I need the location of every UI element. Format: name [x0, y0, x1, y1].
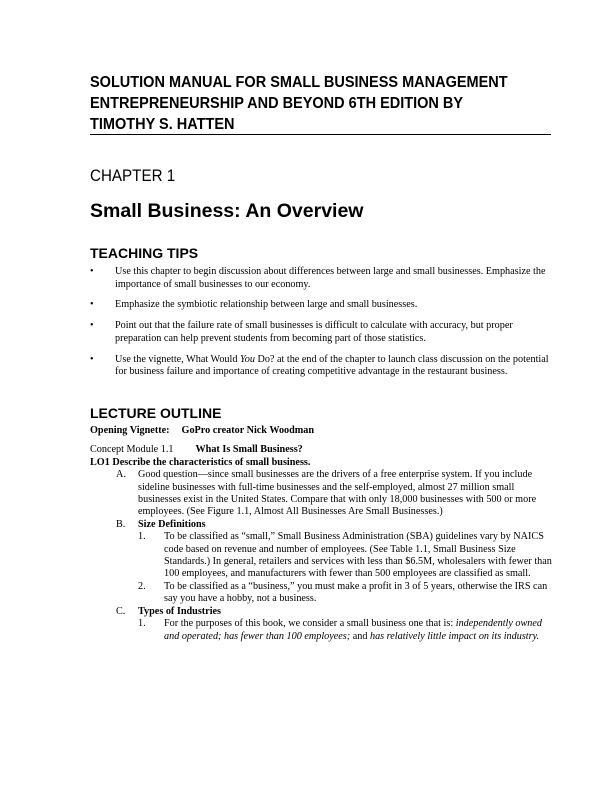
list-item: [90, 299, 550, 312]
document-title: SOLUTION MANUAL FOR SMALL BUSINESS MANAGEMENT ENTREPRENEURSHIP AND BEYOND 6TH EDITION BY TIMOTHY S. HATTEN: [90, 74, 508, 133]
outline-subitem: [90, 618, 552, 643]
learning-objective-1: LO1 Describe the characteristics of small business.: [90, 456, 311, 468]
outline-text: To be classified as a “business,” you must make a profit in 3 of 5 years, otherwise the IRS can say you have a hobby, not a business.: [164, 580, 548, 605]
tip-text-after: Do? at the end of the chapter to launch class discussion on the potential for business failure and importance of creating competitive advantage in the restaurant business.: [115, 353, 549, 378]
chapter-label: CHAPTER 1: [90, 167, 176, 185]
outline-text-italic: has relatively little impact on its industry.: [369, 630, 540, 642]
outline-subheading: Types of Industries: [138, 605, 222, 617]
concept-module: [90, 444, 552, 456]
outline-subitem: [90, 531, 552, 581]
outline-text: To be classified as “small,” Small Business Administration (SBA) guidelines vary by NAICS code based on revenue and number of employees. (See Table 1.1, Small Business Size Standards.) In general, retailers and services with less than $6.5M, wholesalers with fewer than 100 employees, and manufacturers with fewer than 500 employees are classified as small.: [164, 531, 552, 580]
outline-subitem: [90, 581, 552, 606]
outline-text-italic: independently owned and operated; has fewer than 100 employees;: [164, 618, 543, 642]
tip-text-before: Use the vignette, What Would: [115, 353, 240, 365]
outline-marker: 1.: [138, 531, 146, 543]
opening-vignette: [90, 425, 552, 437]
outline-item-a: [90, 469, 552, 519]
teaching-tips-list: [90, 266, 550, 387]
outline-marker: C.: [116, 605, 126, 617]
outline-text-before: For the purposes of this book, we consider a small business one that is:: [164, 618, 456, 630]
title-rule: [90, 134, 551, 135]
outline-marker: 1.: [138, 618, 146, 630]
module-label: Concept Module 1.1: [90, 444, 174, 456]
outline-marker: 2.: [138, 580, 146, 592]
tip-text: Point out that the failure rate of small businesses is difficult to calculate with accuracy, but proper preparation can help prevent students from becoming part of those statistics.: [115, 320, 513, 344]
teaching-tips-heading: TEACHING TIPS: [90, 245, 199, 261]
bullet-icon: •: [90, 266, 94, 277]
tip-text: Use this chapter to begin discussion about differences between large and small businesses. Emphasize the importance of small businesses to our economy.: [115, 266, 546, 290]
outline-marker: A.: [116, 469, 126, 481]
list-item: [90, 354, 550, 379]
lecture-outline: [90, 425, 552, 643]
tip-text: Emphasize the symbiotic relationship between large and small businesses.: [115, 299, 418, 311]
outline-subheading: Size Definitions: [138, 518, 206, 530]
module-title: What Is Small Business?: [195, 444, 303, 456]
outline-item-c: [90, 606, 552, 618]
lecture-outline-heading: LECTURE OUTLINE: [90, 405, 222, 421]
vignette-label: Opening Vignette:: [90, 425, 170, 436]
outline-item-b: [90, 519, 552, 531]
outline-text: Good question—since small businesses are the drivers of a free enterprise system. If you include sideline businesses with full-time businesses and the self-employed, almost 27 million small businesses exist in the United States. Compare that with only 18,000 businesses with 500 or more employees. (See Figure 1.1, Almost All Businesses Are Small Businesses.): [138, 469, 537, 518]
vignette-title: GoPro creator Nick Woodman: [181, 425, 315, 436]
outline-text-middle: and: [350, 630, 370, 642]
outline-marker: B.: [116, 518, 126, 530]
bullet-icon: •: [90, 320, 94, 332]
tip-text-italic: You: [240, 353, 255, 365]
chapter-title: Small Business: An Overview: [90, 200, 364, 222]
list-item: [90, 266, 550, 291]
bullet-icon: •: [90, 299, 94, 311]
list-item: [90, 320, 550, 345]
bullet-icon: •: [90, 353, 94, 365]
